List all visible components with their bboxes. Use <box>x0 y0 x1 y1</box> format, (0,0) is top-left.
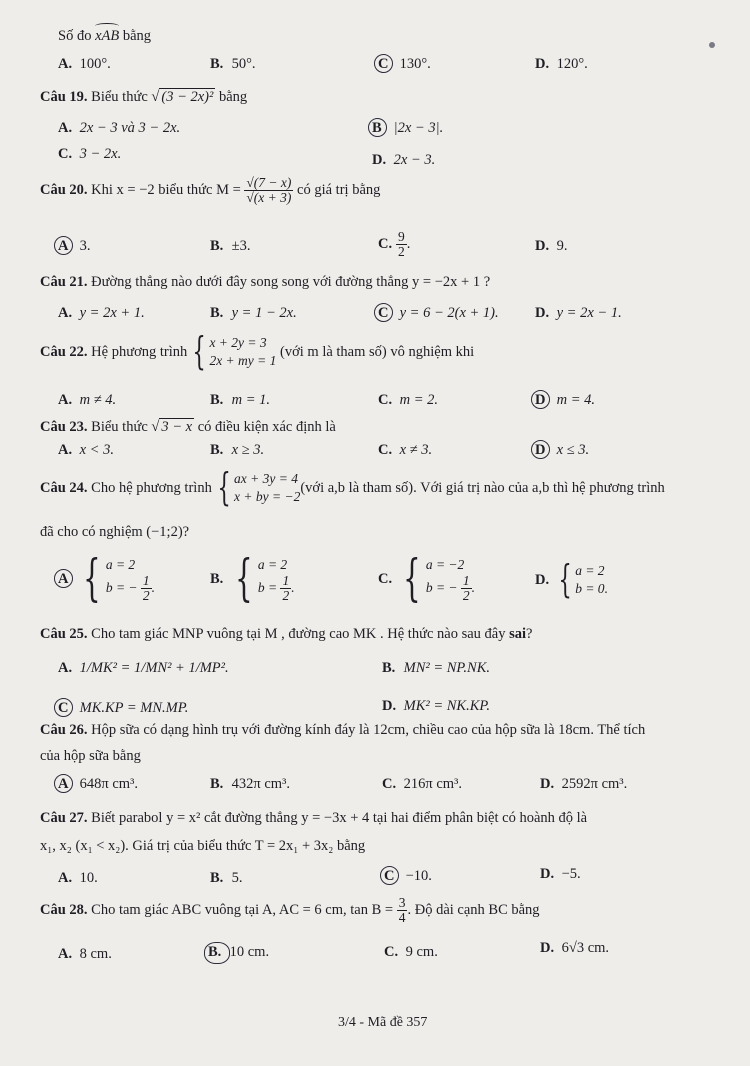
q26-option-d: D. 2592π cm³. <box>540 776 628 792</box>
q25-option-c: C MK.KP = MN.MP. <box>58 700 188 717</box>
answer-circle <box>380 866 399 885</box>
q25-option-a: A. 1/MK² = 1/MN² + 1/MP². <box>58 660 229 676</box>
answer-circle <box>368 118 387 137</box>
q28-option-c: C. 9 cm. <box>384 944 438 960</box>
q24-stem-line2: đã cho có nghiệm (−1;2)? <box>40 524 190 540</box>
q25-stem: Câu 25. Cho tam giác MNP vuông tại M , đường cao MK . Hệ thức nào sau đây sai? <box>40 626 533 642</box>
q26-stem: Câu 26. Hộp sữa có dạng hình trụ với đường kính đáy là 12cm, chiều cao của hộp sữa là 18cm. Thể tích <box>40 722 646 738</box>
q22-option-b: B. m = 1. <box>210 392 271 408</box>
q27-option-b: B. 5. <box>210 870 243 886</box>
q18-option-d: D. 120°. <box>535 56 588 72</box>
q25-option-d: D. MK² = NK.KP. <box>382 698 491 714</box>
q19-option-d: D. 2x − 3. <box>372 152 436 168</box>
q28-stem: Câu 28. Cho tam giác ABC vuông tại A, AC = 6 cm, tan B = $\frac{3}{4}$ . Độ dài cạnh BC bằng <box>40 895 540 926</box>
q28-option-d: D. 6√3 cm. <box>540 940 610 956</box>
q20-option-d: D. 9. <box>535 238 568 254</box>
q24-option-a: A { a = 2 b = − $\frac{1}{2}$ . <box>58 556 155 604</box>
q26-stem-line2: của hộp sữa bằng <box>40 748 141 764</box>
q23-option-b: B. x ≥ 3. <box>210 442 265 458</box>
q19-option-a: A. 2x − 3 và 3 − 2x. <box>58 120 181 136</box>
answer-circle <box>54 236 73 255</box>
q26-option-b: B. 432π cm³. <box>210 776 291 792</box>
q19-option-c: C. 3 − 2x. <box>58 146 122 162</box>
stain-mark <box>709 42 715 48</box>
q28-option-b: B. 10 cm. <box>208 944 269 961</box>
q19-option-b: B |2x − 3|. <box>372 120 443 137</box>
q24-stem: Câu 24. Cho hệ phương trình { ax + 3y = 4 x + by = −2 (với a,b là tham số). Với giá trị nào của a,b thì hệ phương trình <box>40 465 665 509</box>
q23-option-d: D x ≤ 3. <box>535 442 589 459</box>
answer-circle <box>531 440 550 459</box>
q20-option-c: C. $\frac{9}{2}$ . <box>378 229 411 260</box>
q22-option-a: A. m ≠ 4. <box>58 392 117 408</box>
q23-option-c: C. x ≠ 3. <box>378 442 433 458</box>
q22-stem: Câu 22. Hệ phương trình { x + 2y = 3 2x + my = 1 (với m là tham số) vô nghiệm khi <box>40 329 475 373</box>
q27-option-a: A. 10. <box>58 870 98 886</box>
answer-circle <box>54 774 73 793</box>
q22-option-d: D m = 4. <box>535 392 595 409</box>
q18-stem: Số đo xAB bằng <box>58 28 151 45</box>
answer-circle <box>54 698 73 717</box>
q19-stem: Câu 19. Biểu thức √ (3 − 2x)² bằng <box>40 89 248 105</box>
q25-option-b: B. MN² = NP.NK. <box>382 660 491 676</box>
q18-option-b: B. 50°. <box>210 56 256 72</box>
q20-option-b: B. ±3. <box>210 238 251 254</box>
q27-stem-line2: x₁, x₂ (x₁ < x₂). Giá trị của biểu thức T = 2x₁ + 3x₂ bằng <box>40 838 366 854</box>
q20-option-a: A 3. <box>58 238 91 255</box>
q24-option-c: C. { a = −2 b = − $\frac{1}{2}$ . <box>378 549 476 607</box>
q27-option-d: D. −5. <box>540 866 581 882</box>
q24-option-d: D. { a = 2 b = 0. <box>535 557 608 601</box>
page-footer: 3/4 - Mã đề 357 <box>338 1015 428 1030</box>
q26-option-a: A 648π cm³. <box>58 776 138 793</box>
q27-stem: Câu 27. Biết parabol y = x² cắt đường thẳng y = −3x + 4 tại hai điểm phân biệt có hoành độ là <box>40 810 588 826</box>
q20-stem: Câu 20. Khi x = −2 biểu thức M = $\frac{√(7 - x)}{√(x + 3)}$ có giá trị bằng <box>40 175 381 206</box>
q26-option-c: C. 216π cm³. <box>382 776 463 792</box>
q18-option-a: A. 100°. <box>58 56 111 72</box>
answer-circle <box>531 390 550 409</box>
q21-stem: Câu 21. Đường thẳng nào dưới đây song song với đường thẳng y = −2x + 1 ? <box>40 274 491 290</box>
q18-option-c: C 130°. <box>378 56 431 73</box>
q28-option-a: A. 8 cm. <box>58 946 112 962</box>
q21-option-b: B. y = 1 − 2x. <box>210 305 297 321</box>
answer-circle <box>204 942 230 964</box>
q21-option-c: C y = 6 − 2(x + 1). <box>378 305 499 322</box>
q23-option-a: A. x < 3. <box>58 442 114 458</box>
answer-circle <box>374 54 393 73</box>
q21-option-a: A. y = 2x + 1. <box>58 305 145 321</box>
q27-option-c: C −10. <box>384 868 432 885</box>
q23-stem: Câu 23. Biểu thức √ 3 − x có điều kiện xác định là <box>40 419 336 435</box>
answer-circle <box>374 303 393 322</box>
q22-option-c: C. m = 2. <box>378 392 439 408</box>
q24-option-b: B. { a = 2 b = $\frac{1}{2}$ . <box>210 549 295 607</box>
q21-option-d: D. y = 2x − 1. <box>535 305 622 321</box>
